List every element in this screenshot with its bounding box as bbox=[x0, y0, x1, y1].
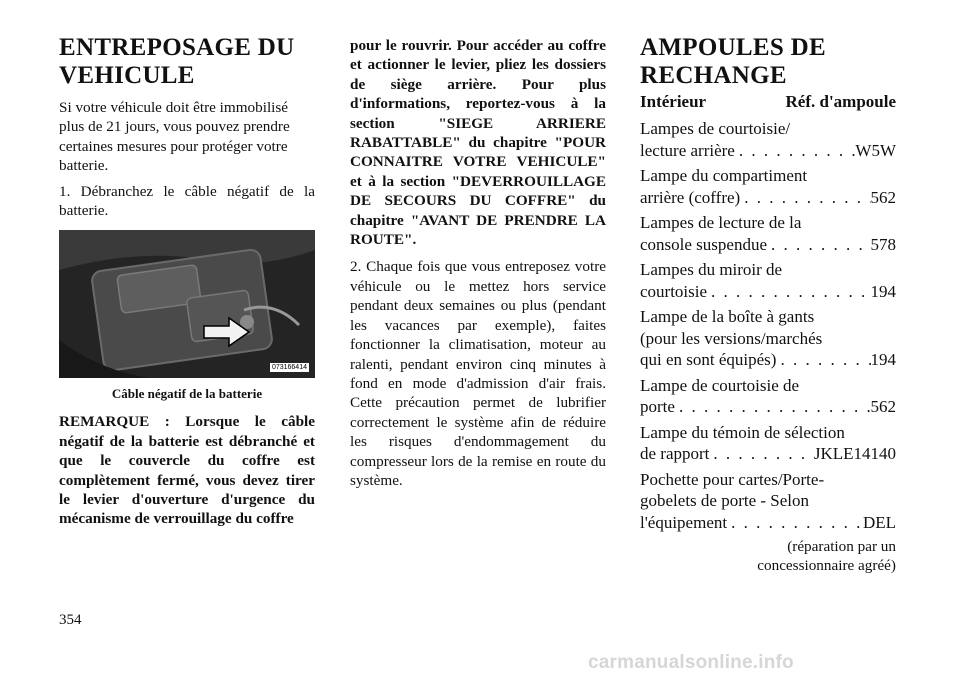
header-interior: Intérieur bbox=[640, 92, 707, 111]
column-right bbox=[640, 34, 896, 576]
storage-title bbox=[59, 34, 315, 90]
bulb-entry bbox=[640, 165, 896, 208]
bulb-list bbox=[640, 118, 896, 533]
bulb-label-line1: Lampes du miroir de bbox=[640, 260, 783, 279]
bulb-ref: JKLE14140 bbox=[813, 444, 896, 463]
bulb-last-line bbox=[640, 443, 896, 465]
storage-note-part2: pour le rouvrir. Pour accéder au coffre et actionner le levier, pliez les dossiers de siège arrière. Pour plus d'informations, reportez-vous à la section "SIEGE ARRIERE RABATTABLE" du chapitre "POUR CONNAITRE VOTRE VEHICULE" et à la section "DEVERROUILLAGE DE SECOURS DU COFFRE" du chapitre "AVANT DE PRENDRE LA ROUTE". bbox=[350, 37, 606, 249]
bulb-label-last: porte bbox=[640, 397, 675, 416]
bulb-label-line2: gobelets de porte - Selon bbox=[640, 491, 810, 510]
storage-note-part1: REMARQUE : Lorsque le câble négatif de la batterie est débranché et que le couvercle du coffre est complètement fermé, vous devez tirer le levier d'ouverture d'urgence du mécanisme de verrouillage du coffre bbox=[59, 413, 315, 528]
battery-illustration bbox=[59, 230, 315, 378]
bulb-ref: 562 bbox=[870, 397, 896, 416]
storage-step-2: 2. Chaque fois que vous entreposez votre véhicule ou le mettez hors service pendant deux semaines ou plus (pendant les vacances par exemple), faites fonctionner la climatisation, moteur au ralenti, pendant environ cinq minutes à fond en mode d'admission d'air frais. Cette précaution permet de lubrifier correctement le système afin de réduire les risques d'endommagement du compresseur lors de la remise en route du système. bbox=[350, 258, 606, 489]
storage-title-line1: ENTREPOSAGE DU bbox=[59, 34, 295, 61]
repair-note-line2: concessionnaire agréé) bbox=[757, 557, 896, 575]
figure-code: 073166414 bbox=[271, 364, 307, 372]
leader-dots bbox=[709, 443, 813, 465]
page-number: 354 bbox=[59, 612, 82, 628]
bulb-ref: 194 bbox=[870, 281, 896, 301]
bulb-ref: 562 bbox=[870, 187, 896, 207]
bulb-ref: 194 bbox=[870, 350, 896, 369]
bulbs-title-line2: RECHANGE bbox=[640, 62, 787, 89]
bulbs-title-line1: AMPOULES DE bbox=[640, 34, 826, 61]
storage-step-1: 1. Débranchez le câble négatif de la batterie. bbox=[59, 182, 315, 220]
bulb-last-line bbox=[640, 349, 896, 371]
leader-dots bbox=[675, 396, 871, 418]
bulbs-table-header bbox=[640, 92, 896, 112]
bulb-label-last: qui en sont équipés) bbox=[640, 350, 777, 369]
column-middle bbox=[350, 36, 606, 490]
repair-note-line1: (réparation par un bbox=[787, 538, 896, 555]
leader-dots bbox=[735, 140, 856, 162]
bulb-label-last: arrière (coffre) bbox=[640, 187, 741, 207]
bulb-label-last: de rapport bbox=[640, 444, 710, 463]
leader-dots bbox=[740, 187, 870, 209]
leader-dots bbox=[707, 281, 870, 303]
column-left bbox=[59, 34, 315, 529]
bulb-label-line1: Lampe du compartiment bbox=[640, 166, 808, 185]
watermark: carmanualsonline.info bbox=[588, 652, 794, 673]
leader-dots bbox=[727, 512, 863, 534]
bulb-last-line bbox=[640, 187, 896, 209]
bulb-label-last: l'équipement bbox=[640, 512, 728, 532]
header-bulb-ref: Réf. d'ampoule bbox=[785, 92, 896, 111]
bulb-entry bbox=[640, 212, 896, 255]
bulb-last-line bbox=[640, 512, 896, 534]
bulb-entry bbox=[640, 259, 896, 302]
bulb-label-line1: Lampe de la boîte à gants bbox=[640, 307, 815, 326]
leader-dots bbox=[776, 349, 870, 371]
bulb-entry bbox=[640, 422, 896, 465]
repair-note bbox=[640, 537, 896, 576]
bulb-last-line bbox=[640, 396, 896, 418]
bulb-entry bbox=[640, 469, 896, 534]
bulb-label-line1: Lampe de courtoisie de bbox=[640, 375, 800, 395]
storage-title-line2: VEHICULE bbox=[59, 62, 195, 89]
leader-dots bbox=[767, 234, 870, 256]
bulb-label-line1: Lampe du témoin de sélection bbox=[640, 422, 845, 442]
bulb-ref: DEL bbox=[862, 512, 896, 532]
bulb-last-line bbox=[640, 281, 896, 303]
bulb-label-line1: Pochette pour cartes/Porte- bbox=[640, 469, 825, 489]
storage-intro: Si votre véhicule doit être immobilisé plus de 21 jours, vous pouvez prendre certaines mesures pour protéger votre batterie. bbox=[59, 99, 290, 175]
bulb-entry bbox=[640, 118, 896, 161]
figure-caption: Câble négatif de la batterie bbox=[111, 386, 263, 402]
bulb-label-line2: (pour les versions/marchés bbox=[640, 328, 823, 348]
bulb-label-line1: Lampes de lecture de la bbox=[640, 213, 802, 232]
bulb-entry bbox=[640, 306, 896, 371]
bulb-ref: 578 bbox=[870, 234, 896, 254]
bulb-label-last: console suspendue bbox=[640, 234, 768, 254]
bulb-label-line1: Lampes de courtoisie/ bbox=[640, 119, 791, 138]
battery-cable-figure bbox=[59, 230, 315, 378]
bulb-last-line bbox=[640, 234, 896, 256]
bulb-label-last: lecture arrière bbox=[640, 140, 735, 160]
bulb-ref: W5W bbox=[855, 140, 896, 160]
bulbs-title bbox=[640, 34, 896, 90]
bulb-last-line bbox=[640, 140, 896, 162]
bulb-entry bbox=[640, 375, 896, 418]
bulb-label-last: courtoisie bbox=[640, 281, 708, 301]
